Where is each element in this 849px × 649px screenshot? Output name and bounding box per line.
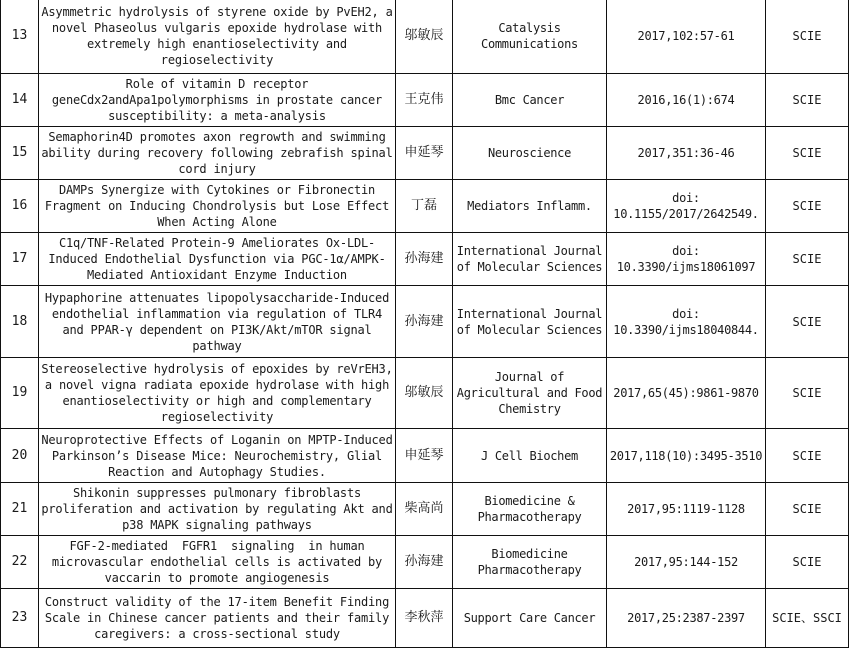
citation-line: 10.3390/ijms18061097 — [616, 260, 756, 274]
title-line: enantioselectivity or high and complementary — [62, 394, 372, 408]
author-name: 孙海建 — [396, 286, 453, 358]
citation-info — [607, 429, 766, 483]
citation-info — [607, 233, 766, 286]
journal-line: Communications — [481, 37, 578, 51]
journal-line: Catalysis — [498, 21, 561, 35]
title-line: Role of vitamin D receptor — [125, 77, 309, 91]
index-type: SCIE — [766, 358, 849, 429]
row-number: 21 — [1, 483, 39, 536]
title-line: Neuroprotective Effects of Loganin on MPTP-Induced — [41, 432, 393, 447]
row-number: 22 — [1, 536, 39, 589]
citation-line: 2016,16(1):674 — [637, 93, 735, 107]
journal-line: Journal of — [494, 370, 565, 384]
title-line: endothelial inflammation via regulation of TLR4 — [51, 306, 383, 321]
citation-line: 10.1155/2017/2642549. — [613, 207, 759, 221]
paper-title — [39, 233, 396, 286]
citation-line: 2017,351:36-46 — [637, 146, 735, 160]
table-row — [1, 429, 849, 483]
title-line: Parkinson’s Disease Mice: Neurochemistry, Glial — [51, 448, 383, 463]
author-name: 邬敏辰 — [396, 0, 453, 74]
row-number: 15 — [1, 127, 39, 180]
journal-name — [453, 536, 607, 589]
journal-name — [453, 286, 607, 358]
title-line: susceptibility: a meta-analysis — [108, 109, 326, 123]
title-line: proliferation and activation by regulating Akt and — [41, 502, 393, 516]
title-line: vaccarin to promote angiogenesis — [104, 571, 330, 585]
index-type: SCIE — [766, 74, 849, 127]
index-type: SCIE — [766, 180, 849, 233]
title-line: pathway — [192, 338, 242, 353]
table-row — [1, 180, 849, 233]
table-row — [1, 589, 849, 648]
table-row — [1, 74, 849, 127]
journal-name — [453, 358, 607, 429]
paper-title — [39, 286, 396, 358]
journal-name — [453, 233, 607, 286]
paper-title — [39, 483, 396, 536]
table-row — [1, 286, 849, 358]
row-number: 16 — [1, 180, 39, 233]
index-type: SCIE — [766, 286, 849, 358]
journal-name — [453, 589, 607, 648]
citation-line: 10.3390/ijms18040844. — [613, 322, 759, 337]
author-name: 申延琴 — [396, 429, 453, 483]
row-number: 23 — [1, 589, 39, 648]
journal-line: of Molecular Sciences — [456, 260, 603, 274]
author-name: 申延琴 — [396, 127, 453, 180]
author-name: 王克伟 — [396, 74, 453, 127]
author-name: 孙海建 — [396, 536, 453, 589]
index-type: SCIE — [766, 127, 849, 180]
title-line: Shikonin suppresses pulmonary fibroblasts — [72, 486, 361, 500]
title-line: Scale in Chinese cancer patients and their family — [44, 611, 390, 625]
table-row — [1, 483, 849, 536]
title-line: p38 MAPK signaling pathways — [122, 518, 312, 532]
title-line: regioselectivity — [160, 410, 274, 424]
author-name: 丁磊 — [396, 180, 453, 233]
paper-title — [39, 358, 396, 429]
author-name: 孙海建 — [396, 233, 453, 286]
index-type: SCIE — [766, 233, 849, 286]
citation-line: doi: — [672, 191, 700, 205]
paper-title — [39, 536, 396, 589]
paper-title — [39, 0, 396, 74]
author-name: 邬敏辰 — [396, 358, 453, 429]
journal-name — [453, 180, 607, 233]
paper-title — [39, 429, 396, 483]
title-line: Fragment on Inducing Chondrolysis but Lose Effect — [44, 199, 390, 213]
paper-title — [39, 589, 396, 648]
journal-line: Agricultural and Food — [456, 386, 603, 400]
journal-name — [453, 0, 607, 74]
row-number: 17 — [1, 233, 39, 286]
journal-line: Support Care Cancer — [463, 611, 596, 625]
table-row — [1, 0, 849, 74]
citation-line: 2017,25:2387-2397 — [627, 611, 745, 625]
index-type: SCIE — [766, 536, 849, 589]
paper-title — [39, 74, 396, 127]
citation-info — [607, 589, 766, 648]
journal-name — [453, 127, 607, 180]
row-number: 13 — [1, 0, 39, 74]
journal-line: Biomedicine & — [484, 494, 575, 508]
table-row — [1, 358, 849, 429]
index-type: SCIE — [766, 429, 849, 483]
title-line: DAMPs Synergize with Cytokines or Fibronectin — [58, 183, 376, 197]
journal-line: Biomedicine — [491, 547, 568, 561]
paper-title — [39, 180, 396, 233]
title-line: regioselectivity — [160, 53, 274, 67]
journal-line: International Journal — [456, 306, 603, 321]
row-number: 14 — [1, 74, 39, 127]
title-line: Mediated Antioxidant Enzyme Induction — [87, 268, 347, 282]
index-type: SCIE、SSCI — [766, 589, 849, 648]
journal-name — [453, 483, 607, 536]
journal-name — [453, 74, 607, 127]
row-number: 18 — [1, 286, 39, 358]
citation-info — [607, 286, 766, 358]
title-line: Hypaphorine attenuates lipopolysaccharide-Induced — [44, 290, 390, 305]
citation-info — [607, 74, 766, 127]
title-line: Stereoselective hydrolysis of epoxides by reVrEH3, — [41, 362, 393, 376]
row-number: 19 — [1, 358, 39, 429]
title-line: When Acting Alone — [157, 215, 277, 229]
journal-line: Neuroscience — [487, 146, 572, 160]
citation-line: 2017,65(45):9861-9870 — [613, 386, 759, 400]
citation-info — [607, 0, 766, 74]
journal-line: Mediators Inflamm. — [467, 199, 592, 213]
journal-line: Pharmacotherapy — [477, 510, 582, 524]
citation-line: 2017,95:144-152 — [634, 555, 738, 569]
title-line: geneCdx2andApa1polymorphisms in prostate cancer — [51, 93, 383, 107]
title-line: microvascular endothelial cells is activated by — [51, 555, 383, 569]
index-type: SCIE — [766, 0, 849, 74]
title-line: a novel vigna radiata epoxide hydrolase with high — [44, 378, 390, 392]
citation-info — [607, 536, 766, 589]
title-line: and PPAR-γ dependent on PI3K/Akt/mTOR signal — [62, 322, 372, 337]
citation-line: 2017,102:57-61 — [637, 29, 735, 43]
journal-line: International Journal — [456, 244, 603, 258]
journal-line: J Cell Biochem — [481, 448, 578, 463]
title-line: Asymmetric hydrolysis of styrene oxide by PvEH2, a — [41, 5, 393, 19]
title-line: FGF-2-mediated FGFR1 signaling in human — [69, 539, 365, 553]
journal-line: of Molecular Sciences — [456, 322, 603, 337]
title-line: Reaction and Autophagy Studies. — [108, 464, 326, 479]
publications-table-body — [1, 0, 849, 648]
table-row — [1, 536, 849, 589]
row-number: 20 — [1, 429, 39, 483]
title-line: C1q/TNF-Related Protein-9 Ameliorates Ox-LDL- — [58, 236, 376, 250]
citation-line: doi: — [672, 306, 700, 321]
title-line: Induced Endothelial Dysfunction via PGC-1α/AMPK- — [48, 252, 386, 266]
citation-line: 2017,118(10):3495-3510 — [609, 448, 763, 463]
citation-info — [607, 483, 766, 536]
title-line: Construct validity of the 17-item Benefit Finding — [44, 595, 390, 609]
title-line: extremely high enantioselectivity and — [87, 37, 347, 51]
citation-line: doi: — [672, 244, 700, 258]
title-line: cord injury — [178, 162, 256, 176]
journal-line: Pharmacotherapy — [477, 563, 582, 577]
table-row — [1, 127, 849, 180]
citation-info — [607, 358, 766, 429]
title-line: novel Phaseolus vulgaris epoxide hydrolase with — [51, 21, 383, 35]
author-name: 柴高尚 — [396, 483, 453, 536]
journal-name — [453, 429, 607, 483]
citation-line: 2017,95:1119-1128 — [627, 502, 745, 516]
title-line: caregivers: a cross-sectional study — [94, 627, 340, 641]
table-row — [1, 233, 849, 286]
paper-title — [39, 127, 396, 180]
title-line: Semaphorin4D promotes axon regrowth and swimming — [48, 130, 386, 144]
title-line: ability during recovery following zebrafish spinal — [41, 146, 393, 160]
journal-line: Bmc Cancer — [494, 93, 565, 107]
author-name: 李秋萍 — [396, 589, 453, 648]
index-type: SCIE — [766, 483, 849, 536]
citation-info — [607, 180, 766, 233]
journal-line: Chemistry — [498, 402, 561, 416]
citation-info — [607, 127, 766, 180]
